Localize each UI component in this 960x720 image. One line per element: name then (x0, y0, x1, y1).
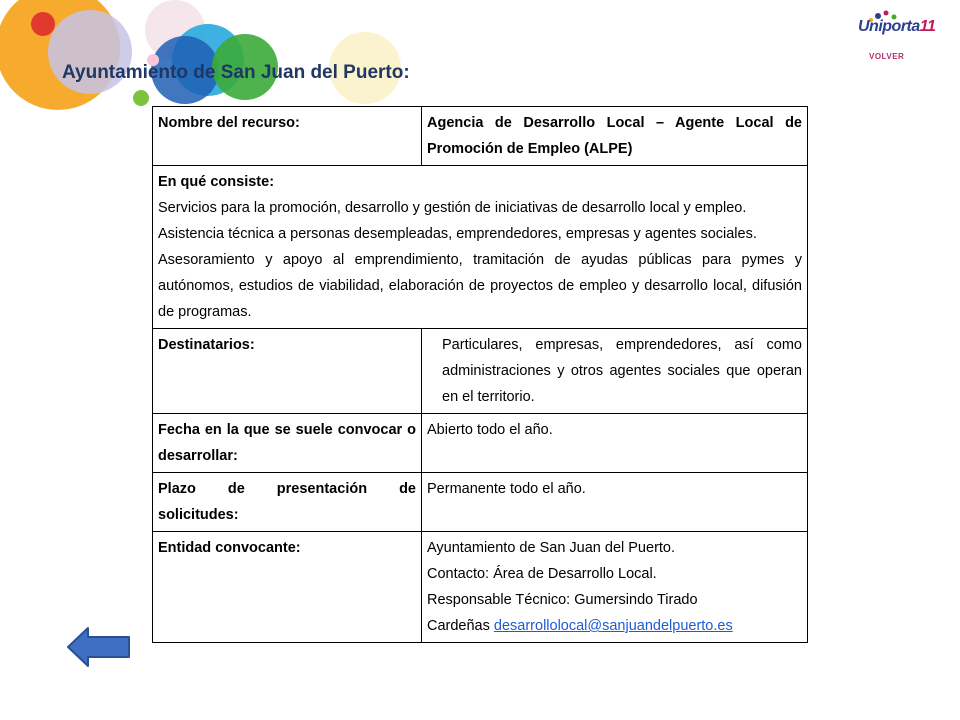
label-destinatarios: Destinatarios: (153, 329, 422, 414)
resource-table (152, 106, 808, 643)
value-nombre: Agencia de Desarrollo Local – Agente Local de Promoción de Empleo (ALPE) (422, 107, 808, 166)
value-destinatarios: Particulares, empresas, emprendedores, así como administraciones y otros agentes sociales que operan en el territorio. (422, 329, 808, 414)
label-fecha: Fecha en la que se suele convocar o desarrollar: (153, 414, 422, 473)
page-title: Ayuntamiento de San Juan del Puerto: (62, 62, 410, 83)
cell-consiste (153, 166, 808, 329)
value-entidad (422, 532, 808, 643)
label-nombre: Nombre del recurso: (153, 107, 422, 166)
small-green-dot (133, 90, 149, 106)
row-fecha (153, 414, 808, 473)
value-plazo: Permanente todo el año. (422, 473, 808, 532)
entidad-line-2: Contacto: Área de Desarrollo Local. (427, 566, 657, 582)
row-destinatarios (153, 329, 808, 414)
consiste-paragraph-3: Asesoramiento y apoyo al emprendimiento, tramitación de ayudas públicas para pymes y autónomos, estudios de viabilidad, elaboración de proyectos de empleo y desarrollo local, difusión de programas. (158, 252, 802, 320)
row-entidad (153, 532, 808, 643)
label-entidad: Entidad convocante: (153, 532, 422, 643)
entidad-line-4 (427, 613, 802, 639)
row-plazo (153, 473, 808, 532)
red-dot (31, 12, 55, 36)
logo-wordmark: Uniporta11 (858, 18, 936, 35)
decorative-circles (0, 0, 480, 120)
label-plazo: Plazo de presentación de solicitudes: (153, 473, 422, 532)
value-fecha: Abierto todo el año. (422, 414, 808, 473)
row-nombre (153, 107, 808, 166)
back-arrow-button[interactable] (66, 626, 132, 668)
entidad-line-1: Ayuntamiento de San Juan del Puerto. (427, 540, 676, 556)
email-link[interactable]: desarrollolocal@sanjuandelpuerto.es (493, 618, 733, 634)
consiste-paragraph-2: Asistencia técnica a personas desempleadas, emprendedores, empresas y agentes sociales. (158, 226, 757, 242)
row-consiste (153, 166, 808, 329)
entidad-line-3: Responsable Técnico: Gumersindo Tirado (427, 592, 698, 608)
consiste-paragraph-1: Servicios para la promoción, desarrollo y gestión de iniciativas de desarrollo local y empleo. (158, 200, 747, 216)
volver-link[interactable]: VOLVER (869, 52, 905, 61)
label-consiste: En qué consiste: (158, 174, 275, 190)
left-arrow-icon (68, 628, 129, 666)
entidad-prefix: Cardeñas (427, 618, 494, 634)
